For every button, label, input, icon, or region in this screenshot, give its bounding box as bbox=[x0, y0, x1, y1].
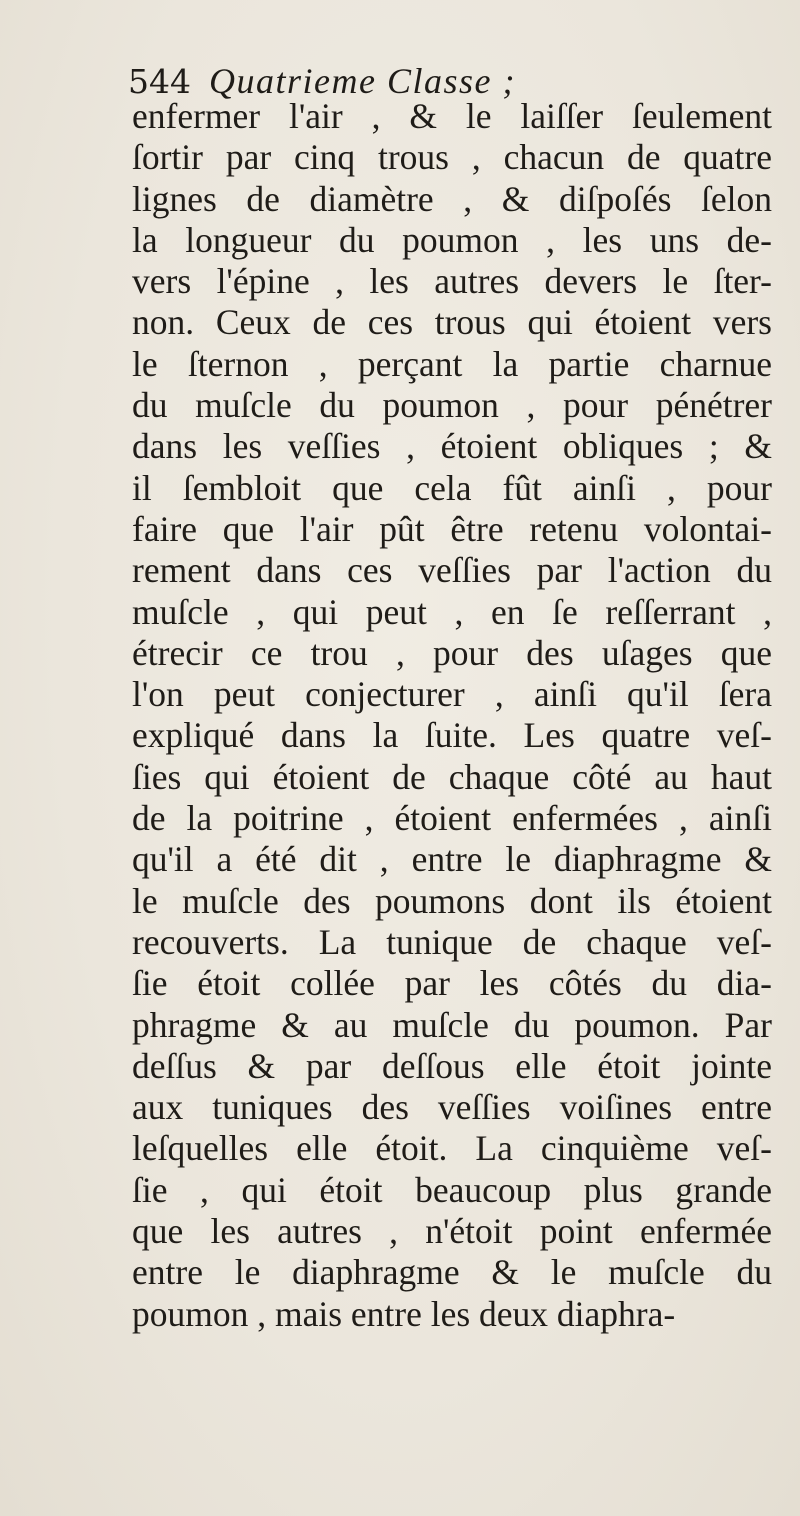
page-number: 544 bbox=[128, 62, 191, 101]
text-line: ſies qui étoient de chaque côté au haut bbox=[132, 756, 772, 797]
text-line: lignes de diamètre , & diſpoſés ſelon bbox=[132, 178, 772, 219]
text-line: du muſcle du poumon , pour pénétrer bbox=[132, 385, 772, 426]
text-line: faire que l'air pût être retenu volontai- bbox=[132, 508, 772, 549]
text-line: leſquelles elle étoit. La cinquième veſ- bbox=[132, 1128, 772, 1169]
text-line: vers l'épine , les autres devers le ſter- bbox=[132, 261, 772, 302]
text-line: la longueur du poumon , les uns de- bbox=[132, 219, 772, 260]
text-line: aux tuniques des veſſies voiſines entre bbox=[132, 1087, 772, 1128]
text-line: expliqué dans la ſuite. Les quatre veſ- bbox=[132, 715, 772, 756]
text-line: le muſcle des poumons dont ils étoient bbox=[132, 880, 772, 921]
text-line: rement dans ces veſſies par l'action du bbox=[132, 550, 772, 591]
text-line: il ſembloit que cela fût ainſi , pour bbox=[132, 467, 772, 508]
body-text bbox=[132, 96, 772, 1335]
text-line: phragme & au muſcle du poumon. Par bbox=[132, 1004, 772, 1045]
text-line: ſortir par cinq trous , chacun de quatre bbox=[132, 137, 772, 178]
running-title: Quatrieme Classe ; bbox=[209, 61, 516, 101]
text-line: ſie étoit collée par les côtés du dia- bbox=[132, 963, 772, 1004]
text-line: entre le diaphragme & le muſcle du bbox=[132, 1252, 772, 1293]
text-line: enfermer l'air , & le laiſſer ſeulement bbox=[132, 96, 772, 136]
text-line: recouverts. La tunique de chaque veſ- bbox=[132, 921, 772, 962]
text-line: qu'il a été dit , entre le diaphragme & bbox=[132, 839, 772, 880]
text-line: dans les veſſies , étoient obliques ; & bbox=[132, 426, 772, 467]
text-line: étrecir ce trou , pour des uſages que bbox=[132, 632, 772, 673]
text-line: non. Ceux de ces trous qui étoient vers bbox=[132, 302, 772, 343]
text-line: de la poitrine , étoient enfermées , ainſi bbox=[132, 798, 772, 839]
text-line: ſie , qui étoit beaucoup plus grande bbox=[132, 1169, 772, 1210]
text-line: l'on peut conjecturer , ainſi qu'il ſera bbox=[132, 674, 772, 715]
text-line: le ſternon , perçant la partie charnue bbox=[132, 343, 772, 384]
text-line: muſcle , qui peut , en ſe reſſerrant , bbox=[132, 591, 772, 632]
text-line: deſſus & par deſſous elle étoit jointe bbox=[132, 1045, 772, 1086]
text-line: poumon , mais entre les deux diaphra- bbox=[132, 1293, 676, 1334]
text-line: que les autres , n'étoit point enfermée bbox=[132, 1211, 772, 1252]
